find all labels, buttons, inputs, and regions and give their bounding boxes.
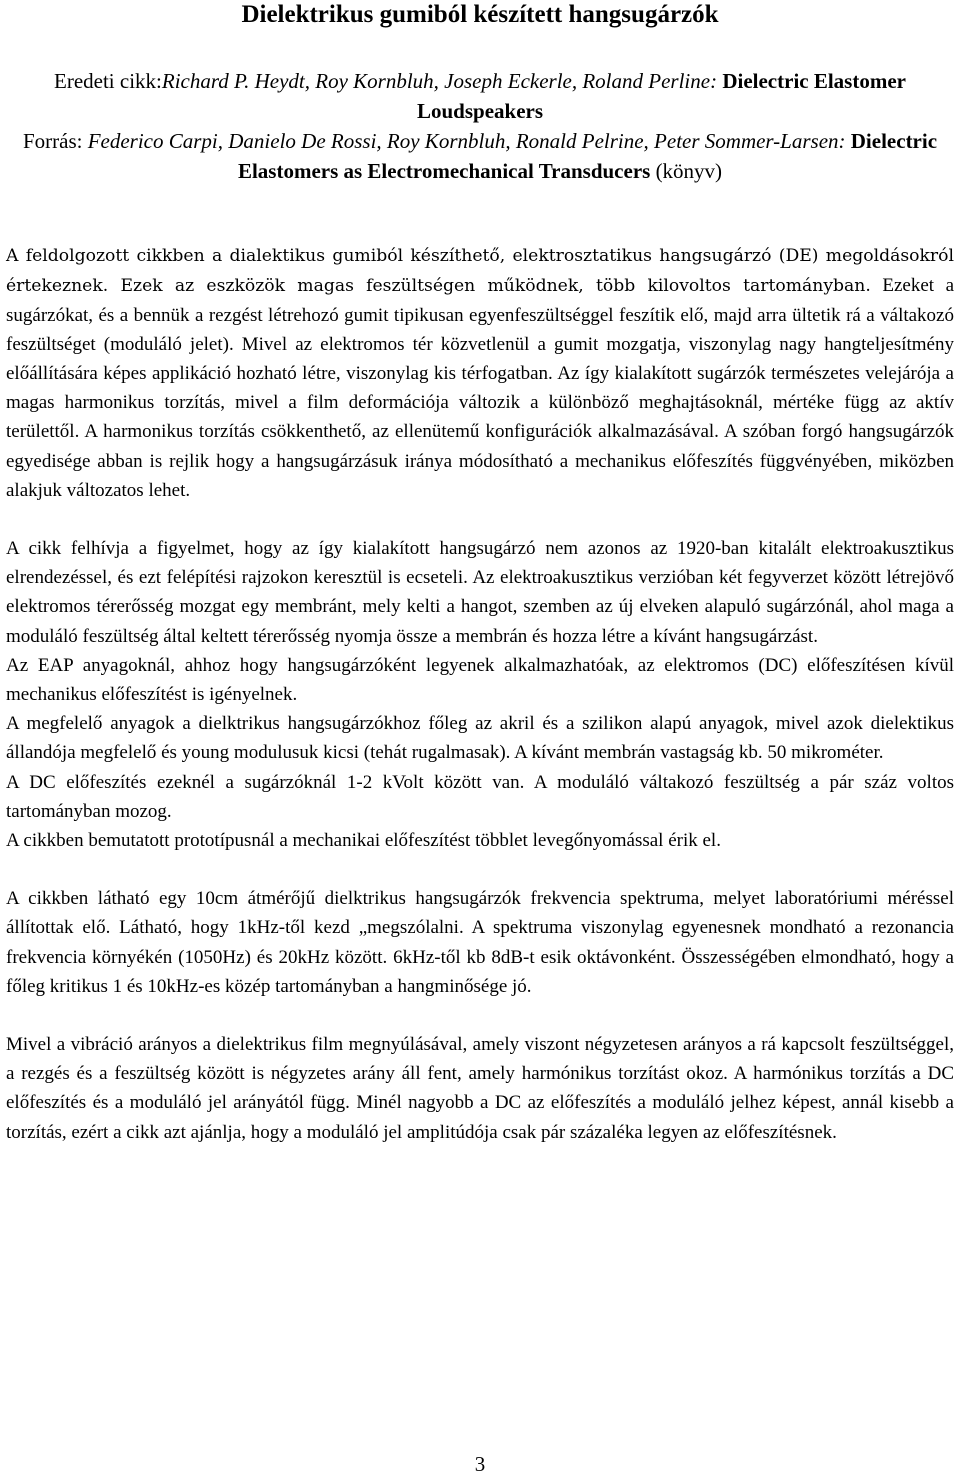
paragraph-intro-continued: Ezeket a sugárzókat, és a bennük a rezgést létrehozó gumit tipikusan egyenfeszültséggel feszítik elő, majd arra ültetik rá a váltakozó feszültséget (moduláló jelet). Mivel az elektromos tér közvetlenül a gumit mozgatja, viszonylag nagy hangteljesítmény előállítására képes applikáció hozható létre, viszonylag kis térfogatban. Az így kialakított sugárzók természetes velejárója a magas harmonikus torzítás, mivel a film deformációja változik a különböző meghajtásoknál, mértéke függ az aktív területtől. A harmonikus torzítás csökkenthető, az ellenütemű konfigurációk alkalmazásával. A szóban forgó hangsugárzók egyedisége abban is rejlik hogy a hangsugárzásuk iránya módosítható a mechanikus előfeszítés függvényében, miközben alakjuk változatos lehet. — [6, 274, 954, 501]
original-article-line — [6, 66, 954, 126]
paragraph-eap: Az EAP anyagoknál, ahhoz hogy hangsugárzóként legyenek alkalmazhatóak, az elektromos (DC) előfeszítésen kívül mechanikus előfeszítést is igényelnek. — [6, 654, 954, 706]
paragraph-spectrum: A cikkben látható egy 10cm átmérőjű dielktrikus hangsugárzók frekvencia spektruma, melyet laboratóriumi méréssel állítottak elő. Látható, hogy 1kHz-től kezd „megszólalni. A spektruma viszonylag egyenesnek mondható a rezonancia frekvencia környékén (1050Hz) és 20kHz között. 6kHz-től kb 8dB-t esik oktávonként. Összességében elmondható, hogy a főleg kritikus 1 és 10kHz-es közép tartományban a hangminősége jó. — [6, 888, 954, 997]
paragraph-history: A cikk felhívja a figyelmet, hogy az így kialakított hangsugárzó nem azonos az 1920-ban kitalált elektroakusztikus elrendezéssel, és ezt felépítési rajzokon keresztül is ecseteli. Az elektroakusztikus verzióban két fegyverzet között létrejövő elektromos térerősség mozgat egy membránt, mely kelti a hangot, szemben az új elveken alapuló sugárzónál, ahol maga a moduláló feszültség által keltett térerősség nyomja össze a membrán és hozza létre a kívánt hangsugárzást. — [6, 538, 954, 647]
paragraph-distortion: Mivel a vibráció arányos a dielektrikus film megnyúlásával, amely viszont négyzetesen arányos a rá kapcsolt feszültséggel, a rezgés és a feszültség között is négyzetes arány áll fent, amely harmónikus torzítást okoz. A harmónikus torzítás a DC előfeszítés és a moduláló jel arányától függ. Minél nagyobb a DC az előfeszítés a moduláló jelhez képest, annál kisebb a torzítás, ezért a cikk azt ajánlja, hogy a moduláló jel amplitúdója csak pár százaléka legyen az előfeszítésnek. — [6, 1034, 954, 1143]
source-title: Dielectric Elastomers as Electromechanical Transducers — [237, 129, 938, 183]
paragraph-materials: A megfelelő anyagok a dielktrikus hangsugárzókhoz főleg az akril és a szilikon alapú anyagok, mivel azok dielektikus állandója megfelelő és young modulusuk kicsi (tehát rugalmasak). A kívánt membrán vastagság kb. 50 mikrométer. — [6, 713, 954, 764]
page-number: 3 — [474, 1452, 486, 1476]
article-body — [6, 241, 954, 1147]
paragraph-dc-bias: A DC előfeszítés ezeknél a sugárzóknál 1-2 kVolt között van. A moduláló váltakozó feszültség a pár száz voltos tartományban mozog. — [6, 771, 954, 822]
document-title: Dielektrikus gumiból készített hangsugárzók — [241, 1, 719, 28]
original-title: Dielectric Elastomer Loudspeakers — [416, 69, 906, 123]
citation-header — [6, 66, 954, 186]
original-authors: Richard P. Heydt, Roy Kornbluh, Joseph Eckerle, Roland Perline: — [161, 69, 718, 93]
source-note: (könyv) — [655, 159, 723, 183]
source-label: Forrás: — [22, 129, 83, 153]
paragraph-intro — [6, 241, 954, 505]
original-label: Eredeti cikk: — [54, 69, 162, 93]
source-line — [6, 126, 954, 186]
paragraph-intro-text: A feldolgozott cikkben a dialektikus gumiból készíthető, elektrosztatikus hangsugárzó (DE) megoldásokról értekeznek. Ezek az eszközök magas feszültségen működnek, több kilovoltos tartományban. — [6, 246, 954, 296]
paragraph-prototype: A cikkben bemutatott prototípusnál a mechanikai előfeszítést többlet levegőnyomással érik el. — [6, 830, 721, 852]
source-authors: Federico Carpi, Danielo De Rossi, Roy Kornbluh, Ronald Pelrine, Peter Sommer-Larsen: — [87, 129, 846, 153]
